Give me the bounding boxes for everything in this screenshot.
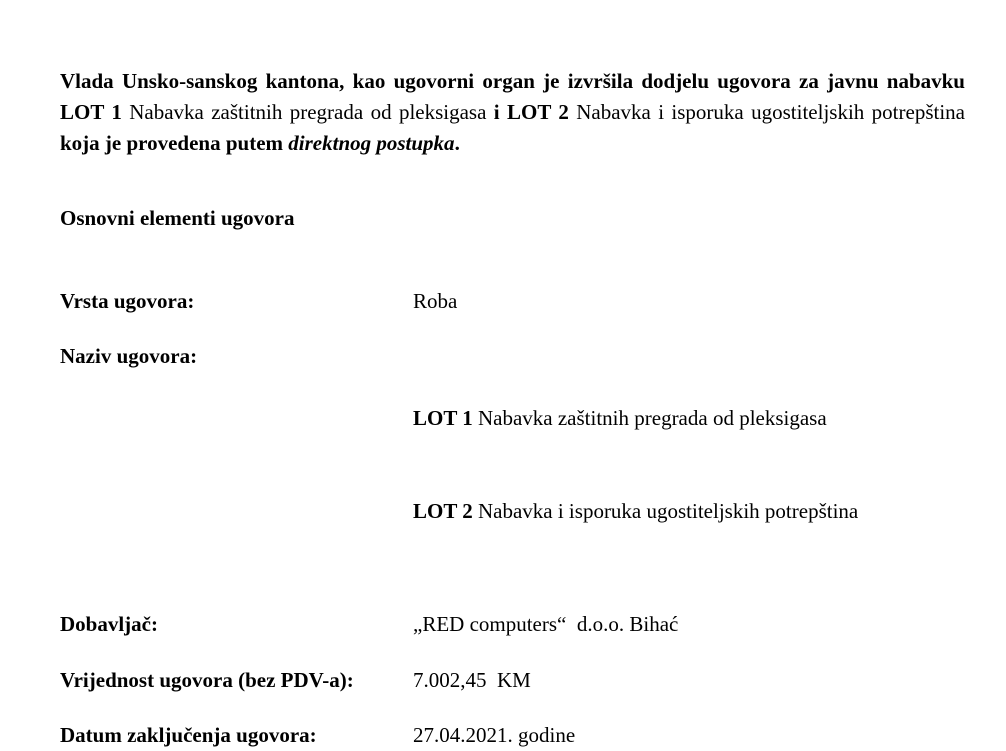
section-heading: Osnovni elementi ugovora	[60, 206, 295, 230]
row-value: Roba	[413, 289, 458, 313]
table-row-contract-date	[60, 720, 965, 751]
intro-segment-bold: koja je provedena putem	[60, 131, 289, 155]
intro-segment-bold: .	[454, 131, 460, 155]
row-label: Naziv ugovora:	[60, 344, 198, 368]
intro-segment-regular: Nabavka i isporuka ugostiteljskih potrepština	[576, 100, 965, 124]
row-value: „RED computers“ d.o.o. Bihać	[413, 612, 679, 636]
table-row-contract-value	[60, 665, 965, 696]
row-label: Datum zaključenja ugovora:	[60, 723, 317, 747]
table-row-supplier	[60, 609, 965, 640]
lot-text: Nabavka zaštitnih pregrada od pleksigasa	[472, 406, 827, 430]
row-value: 7.002,45 KM	[413, 668, 531, 692]
lot-prefix: LOT 1	[413, 406, 473, 430]
lot-prefix: LOT 2	[413, 499, 473, 523]
table-row-contract-name	[60, 341, 965, 589]
row-value: 27.04.2021. godine	[413, 723, 576, 747]
row-label: Dobavljač:	[60, 612, 158, 636]
intro-segment-bold: i LOT 2	[493, 100, 577, 124]
row-label: Vrijednost ugovora (bez PDV-a):	[60, 668, 354, 692]
intro-paragraph	[60, 66, 965, 159]
lot-text: Nabavka i isporuka ugostiteljskih potrepština	[472, 499, 859, 523]
intro-segment-bold: Vlada Unsko-sanskog kantona, kao ugovorni organ je izvršila dodjelu ugovora za javnu nabavku LOT 1	[60, 69, 965, 124]
intro-segment-regular: Nabavka zaštitnih pregrada od pleksigasa	[129, 100, 494, 124]
intro-segment-bold-italic: direktnog postupka	[288, 131, 455, 155]
table-row-contract-type	[60, 286, 965, 317]
row-label: Vrsta ugovora:	[60, 289, 195, 313]
lot-line	[413, 403, 965, 434]
lot-line	[413, 496, 965, 527]
contract-details-table	[60, 286, 965, 751]
row-value	[413, 341, 965, 589]
